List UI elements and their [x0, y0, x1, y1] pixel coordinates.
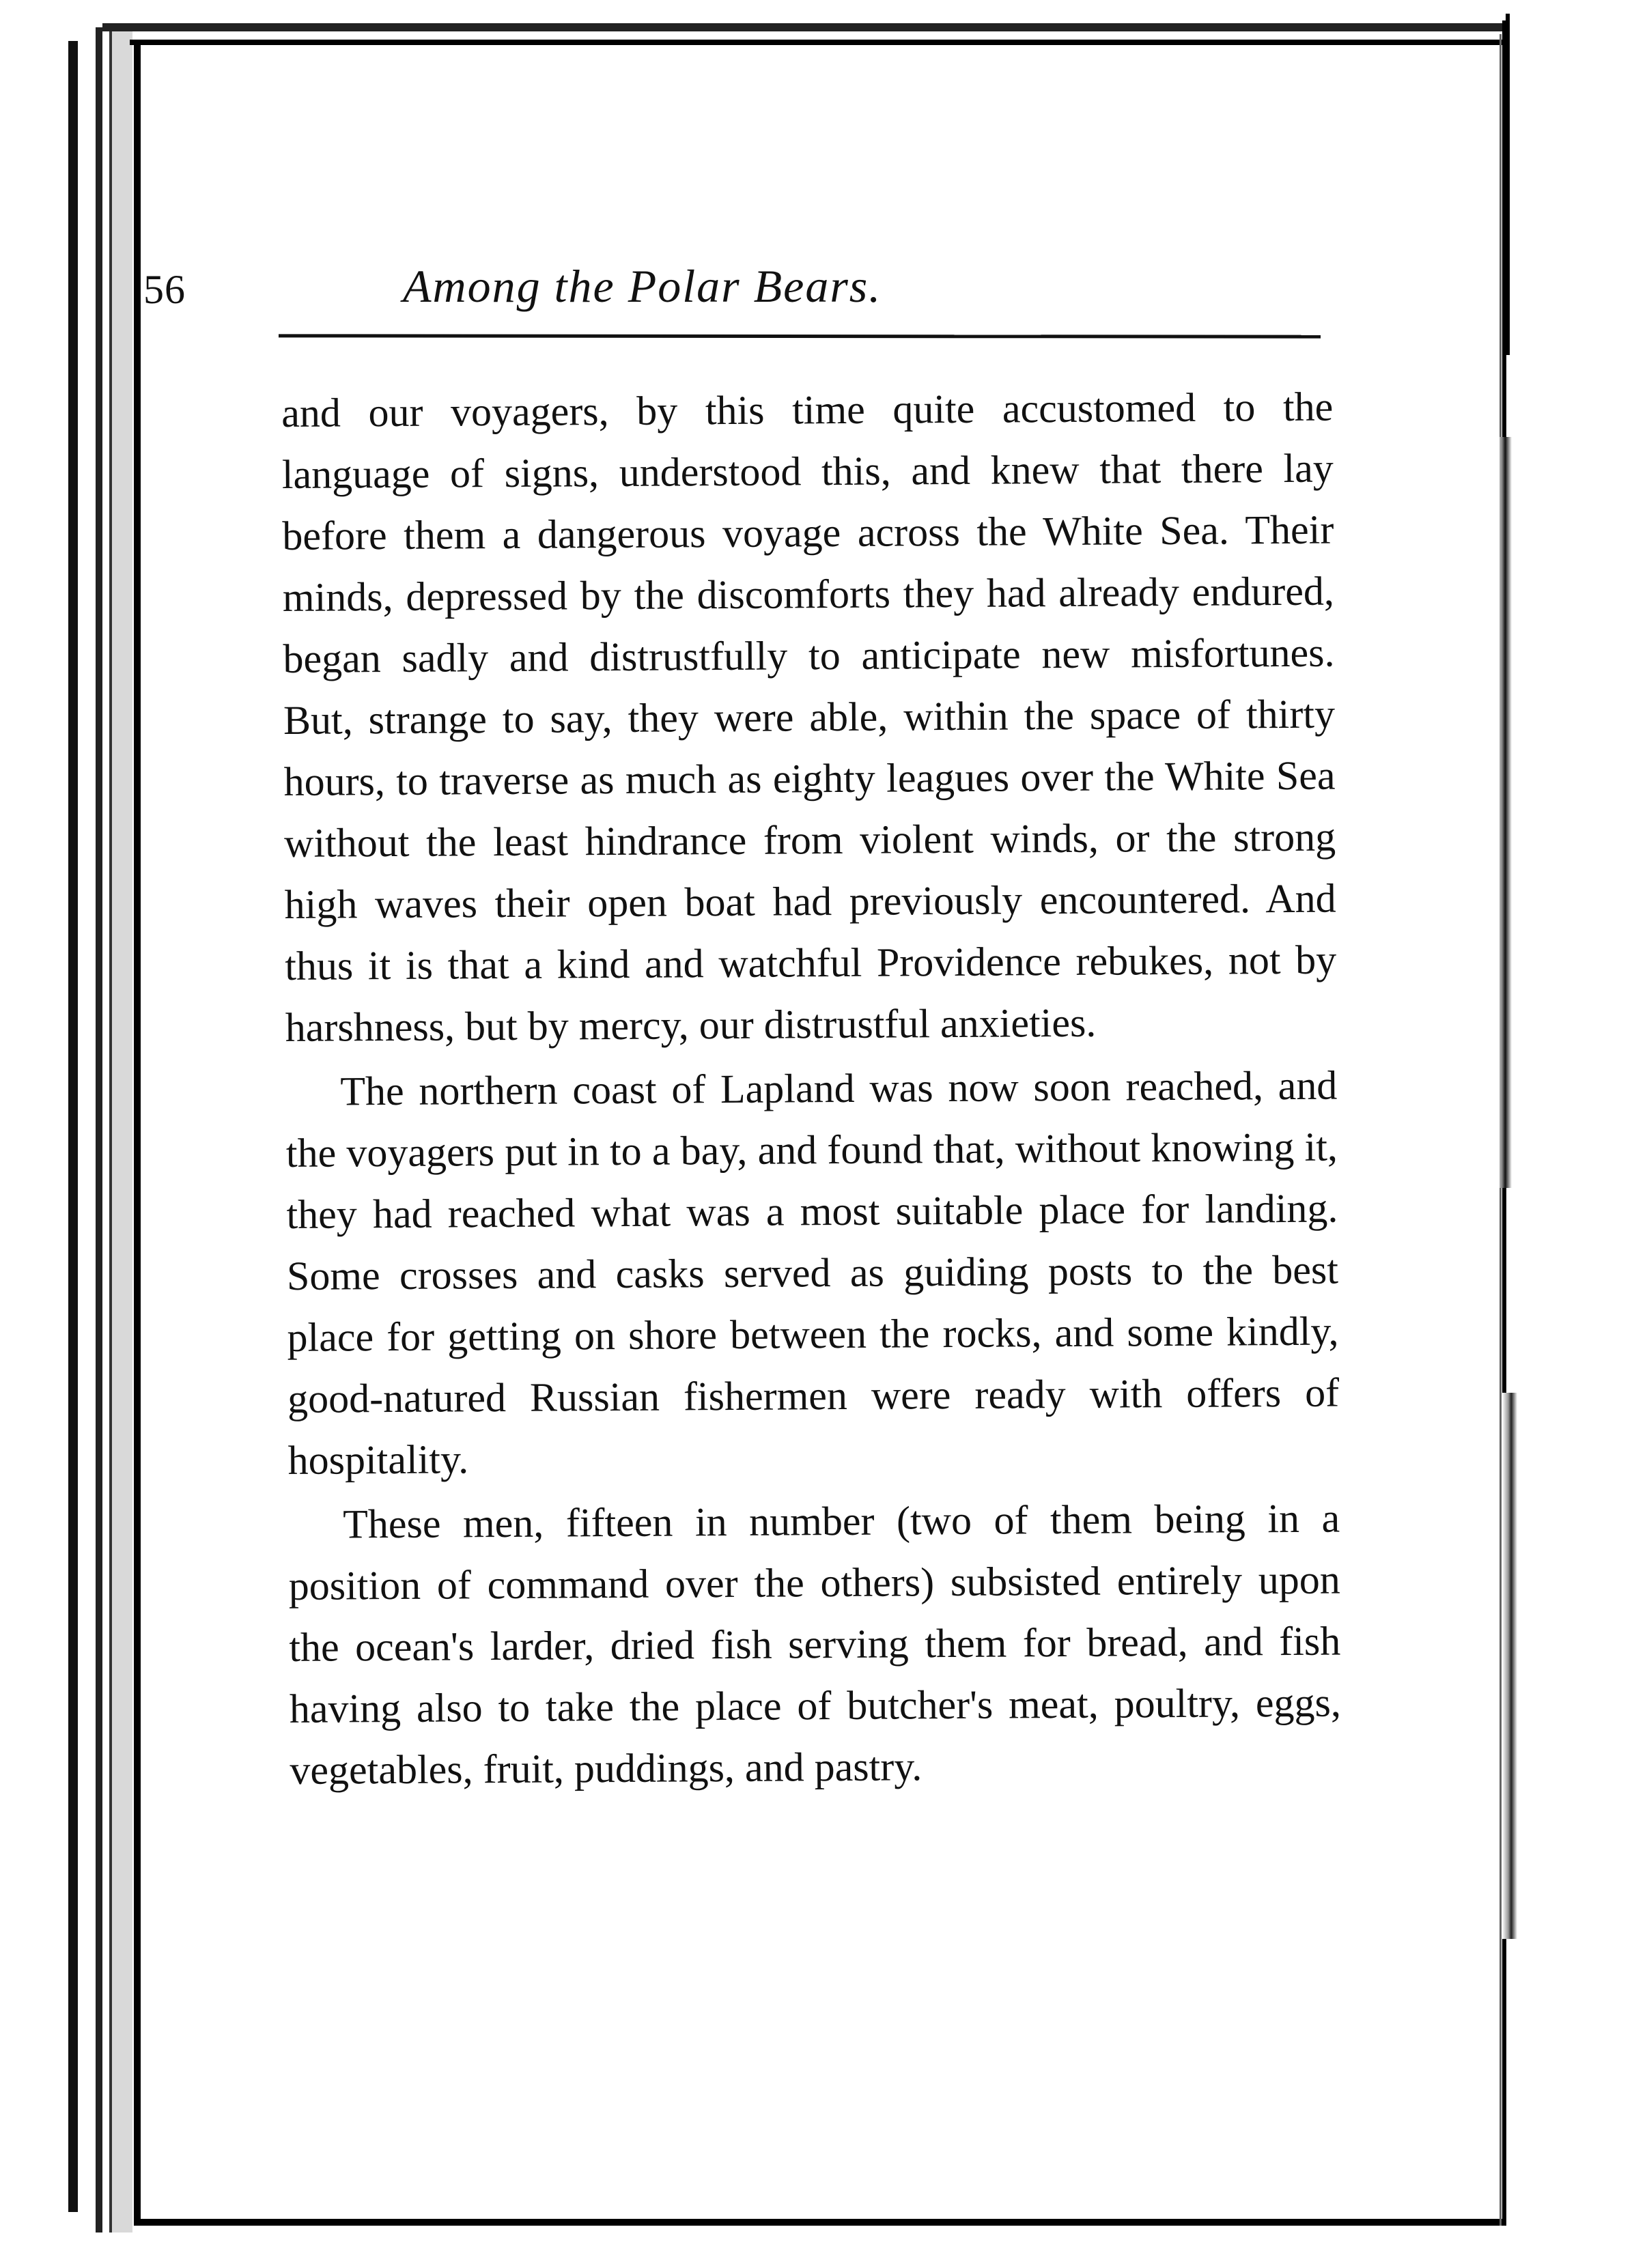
running-title: Among the Polar Bears. [403, 260, 882, 312]
paragraph-1: and our voyagers, by this time quite accustomed to the language of signs, understood this, and knew that there lay before them a dangerous voyage across the White Sea. Their minds, depressed by the discomforts they had already endured, began sadly and distrustfully to anticipate new misfortunes. But, strange to say, they were able, within the space of thirty hours, to traverse as much as eighty leagues over the White Sea without the least hindrance from violent winds, or the strong high waves their open boat had previously encountered. And thus it is that a kind and watchful Providence rebukes, not by harshness, but by mercy, our distrustful anxieties. [281, 384, 1337, 1050]
book-spine-top [1506, 14, 1510, 355]
scan-edge-left-mid [96, 27, 102, 2232]
page-number: 56 [143, 267, 186, 312]
page-header [143, 259, 1321, 321]
scan-edge-left-outer [68, 41, 78, 2212]
body-text [281, 376, 1342, 1801]
book-spine-lower [1502, 1393, 1517, 1939]
scan-edge-top-inner [130, 40, 1502, 45]
paragraph-3: These men, fifteen in number (two of them being in a position of command over the others) subsisted entirely upon the ocean's larder, dried fish serving them for bread, and fish having also to take the place of butcher's meat, poultry, eggs, vegetables, fruit, puddings, and pastry. [288, 1495, 1342, 1793]
scan-edge-top [102, 23, 1502, 31]
scan-edge-left-pages [109, 27, 132, 2232]
paragraph-2: The northern coast of Lapland was now soon reached, and the voyagers put in to a bay, and found that, without knowing it, they had reached what was a most suitable place for landing. Some crosses and casks served as guiding posts to the best place for getting on shore between the rocks, and some kindly, good-natured Russian fishermen were ready with offers of hospitality. [285, 1062, 1340, 1483]
scan-edge-left-inner [134, 41, 141, 2226]
scan-edge-bottom [137, 2219, 1502, 2226]
